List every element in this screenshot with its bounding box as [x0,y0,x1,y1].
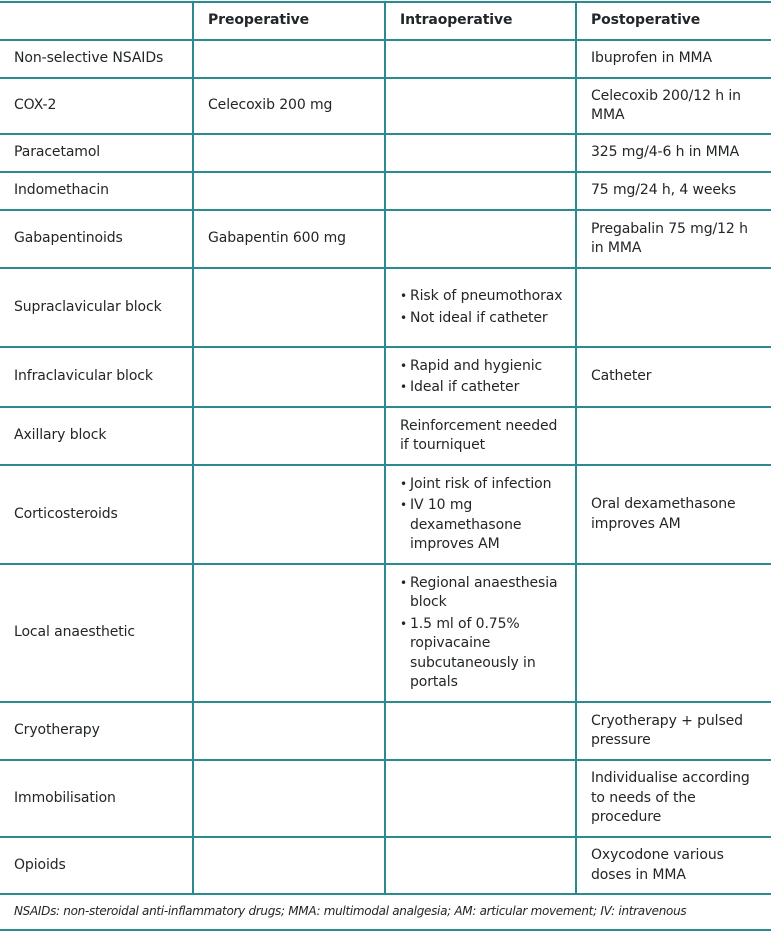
cell-intraoperative [385,760,576,837]
bullet-item: • Joint risk of infection [400,475,567,495]
cell-postoperative [576,407,771,465]
row-label: Non-selective NSAIDs [0,40,193,78]
cell-postoperative: Celecoxib 200/12 h in MMA [576,78,771,134]
table-row [0,407,771,465]
table-row [0,564,771,702]
cell-intraoperative [385,78,576,134]
table-row [0,268,771,347]
footnote-row [0,894,771,930]
header-row [0,2,771,40]
cell-postoperative: Cryotherapy + pulsed pressure [576,702,771,760]
bullet-icon: • [400,310,407,325]
cell-intraoperative [385,268,576,347]
cell-intraoperative [385,702,576,760]
cell-postoperative: 75 mg/24 h, 4 weeks [576,172,771,210]
header-preoperative: Preoperative [193,2,385,40]
analgesia-table [0,1,771,931]
cell-preoperative [193,347,385,407]
bullet-list [400,357,567,398]
bullet-icon: • [400,289,407,303]
row-label: Corticosteroids [0,465,193,564]
bullet-item: • 1.5 ml of 0.75% ropivacaine subcutaneously in portals [400,615,536,690]
row-label: Cryotherapy [0,702,193,760]
header-postoperative: Postoperative [576,2,771,40]
cell-intraoperative [385,465,576,564]
cell-intraoperative [385,134,576,172]
row-label: Indomethacin [0,172,193,210]
row-label: Immobilisation [0,760,193,837]
table-row [0,134,771,172]
bullet-icon: • [400,498,407,512]
cell-preoperative [193,134,385,172]
cell-postoperative: Catheter [576,347,771,407]
cell-preoperative [193,760,385,837]
table-row [0,760,771,837]
bullet-icon: • [400,358,407,373]
bullet-item: • Ideal if catheter [400,378,567,398]
row-label: Paracetamol [0,134,193,172]
cell-preoperative [193,465,385,564]
bullet-item: • Rapid and hygienic [400,357,567,377]
cell-intraoperative [385,837,576,894]
cell-preoperative [193,837,385,894]
row-label: Gabapentinoids [0,210,193,268]
cell-intraoperative [385,564,576,702]
cell-postoperative: Ibuprofen in MMA [576,40,771,78]
bullet-item: • Risk of pneumothorax [400,287,567,307]
header-intraoperative: Intraoperative [385,2,576,40]
table-row [0,78,771,134]
bullet-list [400,574,567,693]
bullet-icon: • [400,616,407,631]
table-row [0,465,771,564]
cell-preoperative [193,564,385,702]
cell-postoperative: Individualise according to needs of the procedure [576,760,771,837]
header-blank [0,2,193,40]
table-row [0,172,771,210]
bullet-icon: • [400,476,407,491]
bullet-item: • Regional anaesthesia block [400,574,558,610]
table-row [0,702,771,760]
cell-intraoperative [385,210,576,268]
cell-preoperative: Celecoxib 200 mg [193,78,385,134]
cell-postoperative [576,564,771,702]
table-row [0,40,771,78]
cell-preoperative [193,172,385,210]
cell-postoperative: 325 mg/4-6 h in MMA [576,134,771,172]
row-label: Axillary block [0,407,193,465]
bullet-item: • IV 10 mg dexamethasone improves AM [400,497,522,552]
table-row [0,210,771,268]
cell-preoperative [193,407,385,465]
bullet-list [400,287,567,328]
cell-postoperative: Pregabalin 75 mg/12 h in MMA [576,210,771,268]
cell-preoperative [193,702,385,760]
bullet-icon: • [400,575,407,590]
row-label: COX-2 [0,78,193,134]
bullet-item: • Not ideal if catheter [400,309,567,329]
row-label: Supraclavicular block [0,268,193,347]
cell-preoperative: Gabapentin 600 mg [193,210,385,268]
row-label: Opioids [0,837,193,894]
cell-postoperative: Oral dexamethasone improves AM [576,465,771,564]
table-row [0,347,771,407]
row-label: Local anaesthetic [0,564,193,702]
cell-intraoperative [385,347,576,407]
cell-preoperative [193,40,385,78]
cell-intraoperative [385,172,576,210]
cell-postoperative [576,268,771,347]
bullet-list [400,475,567,555]
bullet-icon: • [400,380,407,394]
table-row [0,837,771,894]
cell-intraoperative: Reinforcement needed if tourniquet [385,407,576,465]
cell-intraoperative [385,40,576,78]
cell-postoperative: Oxycodone various doses in MMA [576,837,771,894]
cell-preoperative [193,268,385,347]
row-label: Infraclavicular block [0,347,193,407]
footnote: NSAIDs: non-steroidal anti-inflammatory drugs; MMA: multimodal analgesia; AM: articular movement; IV: intravenous [0,894,771,930]
